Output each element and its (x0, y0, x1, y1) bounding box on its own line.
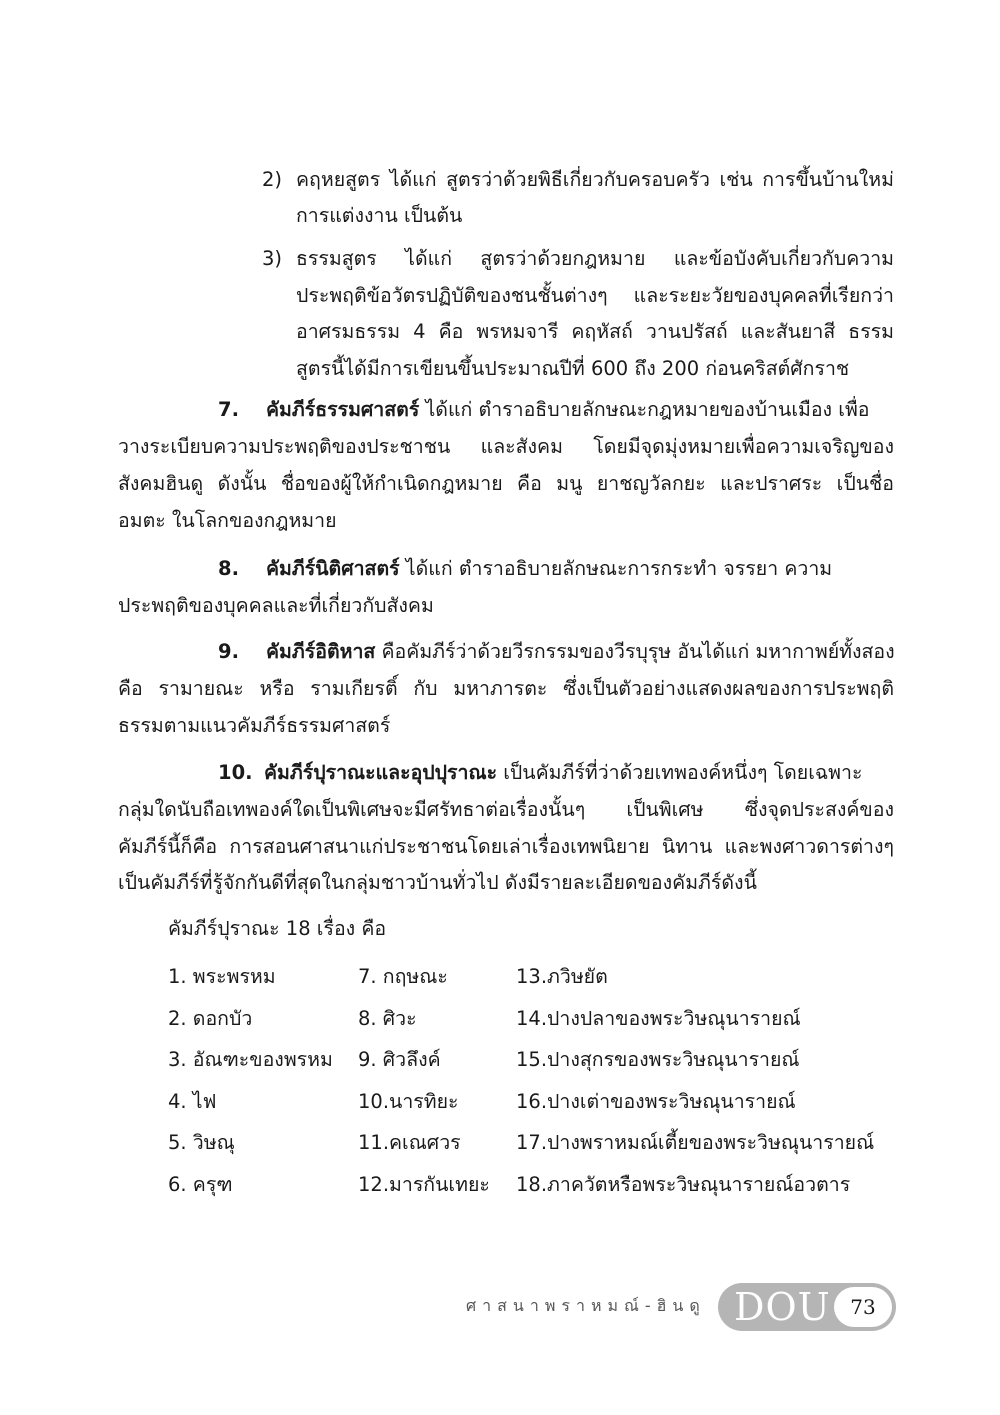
sublist-text: การแต่งงาน เป็นต้น (296, 204, 463, 227)
paragraph-line: คือ รามายณะ หรือ รามเกียรติ์ กับ มหาภารตะ ซึ่งเป็นตัวอย่างแสดงผลของการประพฤติ (118, 677, 894, 700)
list-item: 4. ไฟ (168, 1090, 217, 1113)
list-item: 18.ภาควัตหรือพระวิษณุนารายณ์อวตาร (516, 1173, 851, 1196)
list-item: 15.ปางสุกรของพระวิษณุนารายณ์ (516, 1048, 800, 1071)
list-item: 6. ครุฑ (168, 1173, 233, 1196)
sublist-text: ประพฤติข้อวัตรปฏิบัติของชนชั้นต่างๆ และระยะวัยของบุคคลที่เรียกว่า (296, 284, 894, 307)
section-10-heading (218, 759, 894, 787)
list-item: 8. ศิวะ (358, 1007, 417, 1030)
paragraph-line: วางระเบียบความประพฤติของประชาชน และสังคม โดยมีจุดมุ่งหมายเพื่อความเจริญของ (118, 435, 894, 458)
list-item: 11.คเณศวร (358, 1131, 461, 1154)
list-intro: คัมภีร์ปุราณะ 18 เรื่อง คือ (168, 917, 387, 940)
sublist-text: อาศรมธรรม 4 คือ พรหมจารี คฤหัสถ์ วานปรัสถ์ และสันยาสี ธรรม (296, 320, 894, 343)
list-item: 13.ภวิษยัต (516, 965, 608, 988)
paragraph-line: คัมภีร์นี้ก็คือ การสอนศาสนาแก่ประชาชนโดยเล่าเรื่องเทพนิยาย นิทาน และพงศาวดารต่างๆ (118, 835, 894, 858)
sublist-number: 2) (262, 168, 283, 191)
sublist-number: 3) (262, 247, 283, 270)
section-number: 9. (218, 640, 239, 663)
sublist-text: สูตรนี้ได้มีการเขียนขึ้นประมาณปีที่ 600 ถึง 200 ก่อนคริสต์ศักราช (296, 357, 850, 380)
list-item: 10.นารทิยะ (358, 1090, 459, 1113)
list-item: 5. วิษณุ (168, 1131, 235, 1154)
dou-logo: DOU (734, 1285, 831, 1329)
section-9-heading (218, 638, 894, 666)
section-8-heading (218, 555, 894, 583)
list-item: 1. พระพรหม (168, 965, 276, 988)
list-item: 2. ดอกบัว (168, 1007, 253, 1030)
list-item: 3. อัณฑะของพรหม (168, 1048, 333, 1071)
section-7-heading (218, 396, 894, 424)
list-item: 16.ปางเต่าของพระวิษณุนารายณ์ (516, 1090, 796, 1113)
section-title: คัมภีร์ธรรมศาสตร์ (266, 398, 420, 421)
sublist-item-2 (262, 166, 894, 194)
sublist-text: คฤหยสูตร ได้แก่ สูตรว่าด้วยพิธีเกี่ยวกับครอบครัว เช่น การขึ้นบ้านใหม่ (296, 168, 894, 191)
page-badge (718, 1283, 896, 1331)
list-item: 14.ปางปลาของพระวิษณุนารายณ์ (516, 1007, 801, 1030)
section-title: คัมภีร์อิติหาส (266, 640, 376, 663)
section-text: คือคัมภีร์ว่าด้วยวีรกรรมของวีรบุรุษ อันได้แก่ มหากาพย์ทั้งสอง (381, 640, 895, 663)
paragraph-line: กลุ่มใดนับถือเทพองค์ใดเป็นพิเศษจะมีศรัทธาต่อเรื่องนั้นๆ เป็นพิเศษ ซึ่งจุดประสงค์ของ (118, 798, 894, 821)
list-item: 17.ปางพราหมณ์เตี้ยของพระวิษณุนารายณ์ (516, 1131, 875, 1154)
paragraph-line: อมตะ ในโลกของกฎหมาย (118, 509, 337, 532)
page-number: 73 (834, 1287, 892, 1327)
section-number: 7. (218, 398, 239, 421)
section-title: คัมภีร์นิติศาสตร์ (266, 557, 400, 580)
list-item: 9. ศิวลึงค์ (358, 1048, 441, 1071)
paragraph-line: เป็นคัมภีร์ที่รู้จักกันดีที่สุดในกลุ่มชาวบ้านทั่วไป ดังมีรายละเอียดของคัมภีร์ดังนี้ (118, 871, 757, 894)
sublist-item-3 (262, 245, 894, 273)
paragraph-line: ประพฤติของบุคคลและที่เกี่ยวกับสังคม (118, 594, 434, 617)
paragraph-line: ธรรมตามแนวคัมภีร์ธรรมศาสตร์ (118, 714, 391, 737)
section-title: คัมภีร์ปุราณะและอุปปุราณะ (264, 761, 498, 784)
footer-title: ศาสนาพราหมณ์-ฮินดู (466, 1296, 706, 1315)
section-text: เป็นคัมภีร์ที่ว่าด้วยเทพองค์หนึ่งๆ โดยเฉพาะ (503, 761, 863, 784)
sublist-text: ธรรมสูตร ได้แก่ สูตรว่าด้วยกฎหมาย และข้อบังคับเกี่ยวกับความ (296, 247, 894, 270)
section-number: 10. (218, 761, 253, 784)
section-text: ได้แก่ ตำราอธิบายลักษณะการกระทำ จรรยา ความ (405, 557, 833, 580)
list-item: 12.มารกันเทยะ (358, 1173, 490, 1196)
section-number: 8. (218, 557, 239, 580)
paragraph-line: สังคมฮินดู ดังนั้น ชื่อของผู้ให้กำเนิดกฎหมาย คือ มนู ยาชญวัลกยะ และปราศระ เป็นชื่อ (118, 472, 894, 495)
list-item: 7. กฤษณะ (358, 965, 448, 988)
section-text: ได้แก่ ตำราอธิบายลักษณะกฎหมายของบ้านเมือง เพื่อ (425, 398, 870, 421)
